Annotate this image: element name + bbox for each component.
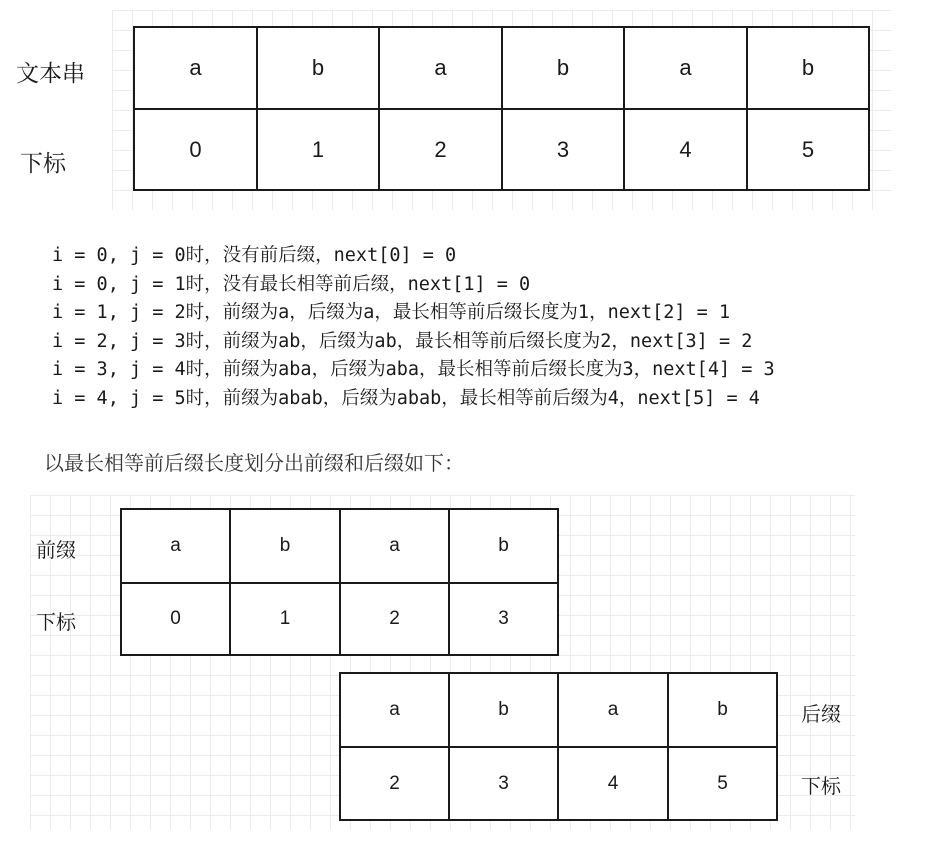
row-label-suffix: 后缀: [801, 702, 841, 726]
prefix-char-cell: b: [448, 508, 559, 584]
char-cell: a: [133, 26, 258, 110]
row-label-index: 下标: [36, 610, 76, 634]
char-cell: b: [501, 26, 625, 110]
suffix-index-cell: 5: [667, 746, 778, 821]
suffix-index-cell: 4: [557, 746, 669, 821]
row-label-index: 下标: [20, 151, 66, 177]
suffix-char-cell: a: [557, 672, 669, 748]
split-note: 以最长相等前后缀长度划分出前缀和后缀如下：: [44, 451, 464, 475]
prefix-index-cell: 0: [120, 582, 231, 656]
index-cell: 2: [378, 108, 503, 191]
char-cell: b: [746, 26, 870, 110]
index-cell: 1: [256, 108, 380, 191]
char-cell: a: [378, 26, 503, 110]
row-label-index: 下标: [801, 774, 841, 798]
next-array-steps: [52, 242, 775, 413]
suffix-char-cell: b: [448, 672, 559, 748]
char-cell: a: [623, 26, 748, 110]
suffix-char-cell: b: [667, 672, 778, 748]
prefix-char-cell: a: [120, 508, 231, 584]
step-line: i = 1, j = 2时，前缀为a，后缀为a，最长相等前后缀长度为1，next[2] = 1: [52, 302, 731, 323]
step-line: i = 0, j = 1时，没有最长相等前后缀，next[1] = 0: [52, 273, 531, 295]
prefix-index-cell: 2: [339, 582, 450, 656]
row-label-prefix: 前缀: [36, 538, 76, 562]
index-cell: 0: [133, 108, 258, 191]
row-label-text: 文本串: [16, 61, 85, 87]
suffix-index-cell: 2: [339, 746, 450, 821]
prefix-char-cell: b: [229, 508, 341, 584]
suffix-index-cell: 3: [448, 746, 559, 821]
char-cell: b: [256, 26, 380, 110]
index-cell: 5: [746, 108, 870, 191]
step-line: i = 4, j = 5时，前缀为abab，后缀为abab，最长相等前后缀为4，next[5] = 4: [52, 387, 760, 409]
index-cell: 4: [623, 108, 748, 191]
prefix-index-cell: 3: [448, 582, 559, 656]
suffix-char-cell: a: [339, 672, 450, 748]
step-line: i = 3, j = 4时，前缀为aba，后缀为aba，最长相等前后缀长度为3，next[4] = 3: [52, 359, 775, 380]
prefix-char-cell: a: [339, 508, 450, 584]
step-line: i = 2, j = 3时，前缀为ab，后缀为ab，最长相等前后缀长度为2，next[3] = 2: [52, 330, 753, 352]
index-cell: 3: [501, 108, 625, 191]
prefix-index-cell: 1: [229, 582, 341, 656]
step-line: i = 0, j = 0时，没有前后缀，next[0] = 0: [52, 245, 457, 266]
